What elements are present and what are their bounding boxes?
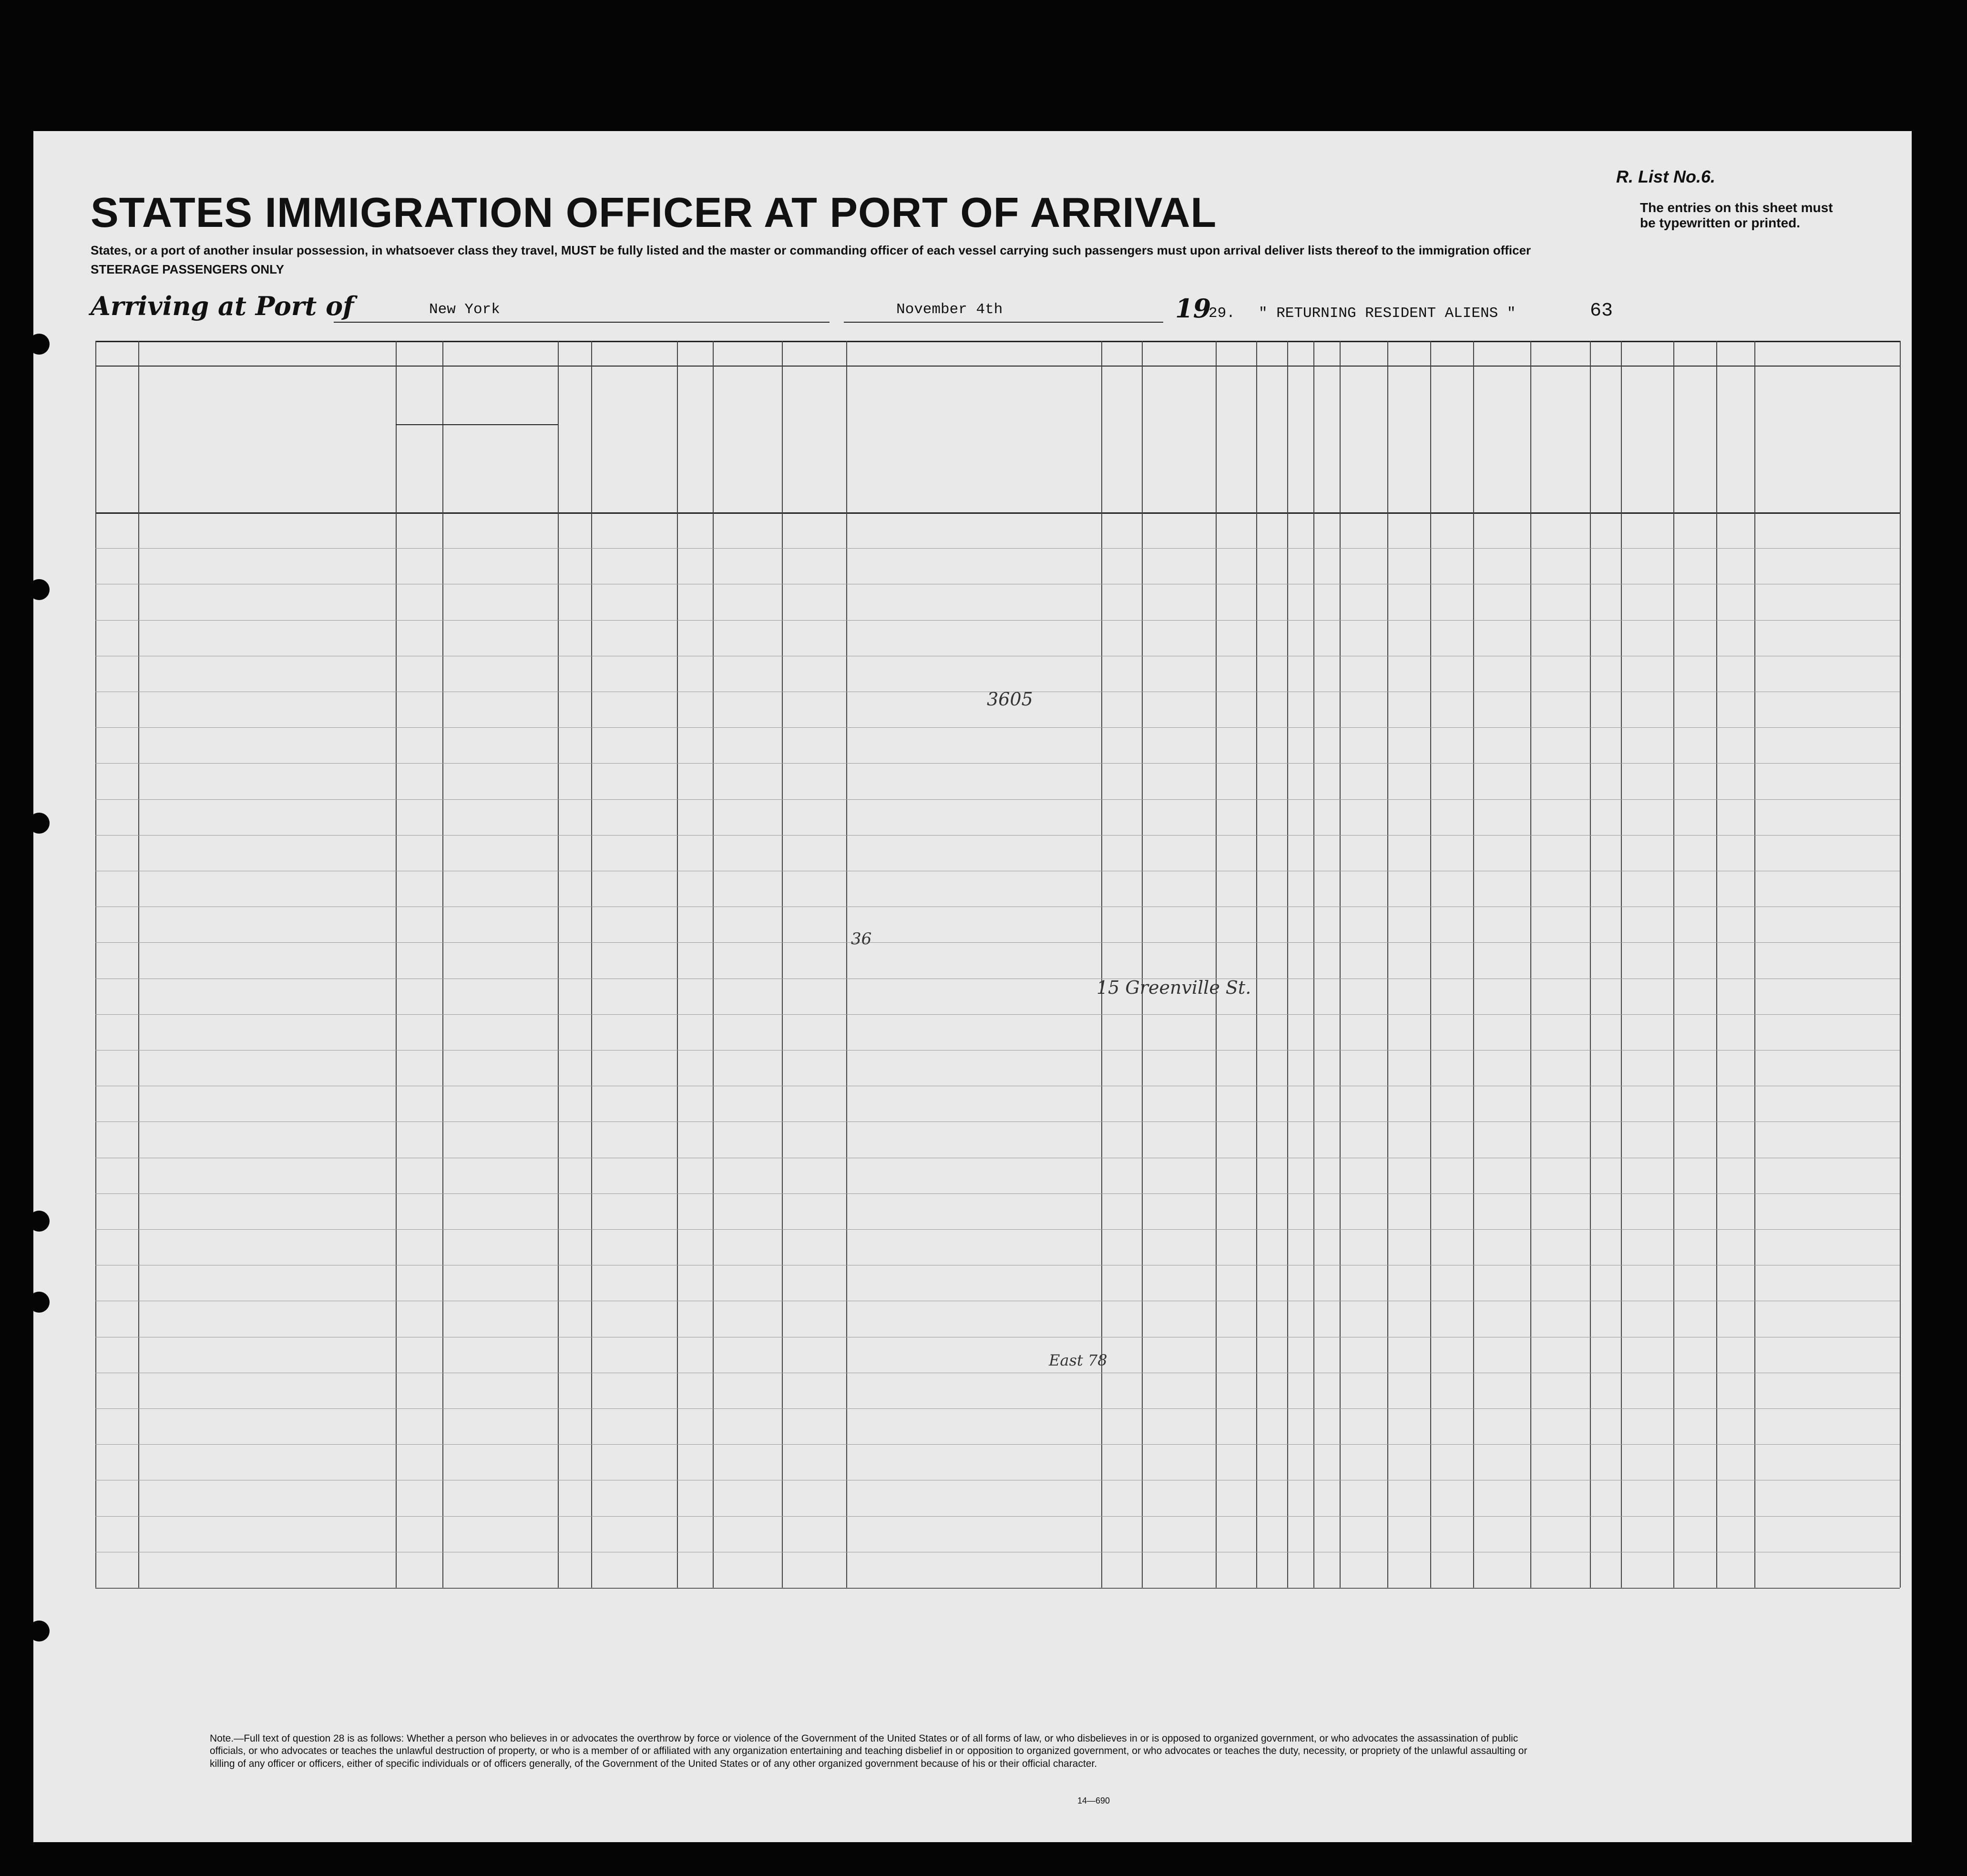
- column-rule: [442, 341, 443, 1588]
- returning-label: " RETURNING RESIDENT ALIENS ": [1259, 305, 1516, 322]
- row-rule: [95, 1444, 1900, 1445]
- typewritten-note: The entries on this sheet must be typewritten or printed.: [1640, 200, 1833, 230]
- column-rule: [95, 341, 96, 1588]
- row-rule: [95, 548, 1900, 549]
- row-rule: [95, 1516, 1900, 1517]
- row-rule: [95, 763, 1900, 764]
- row-rule: [95, 942, 1900, 943]
- column-rule: [782, 341, 783, 1588]
- handwritten-kliesch-address: East 78: [1049, 1351, 1107, 1369]
- date-underline: [844, 322, 1163, 323]
- final-destination-split: [396, 424, 558, 425]
- column-rule: [138, 341, 139, 1588]
- steerage-label: STEERAGE PASSENGERS ONLY: [91, 262, 284, 276]
- form-number: 14—690: [1077, 1796, 1110, 1805]
- punch-hole-5: [29, 1292, 50, 1313]
- column-rule: [591, 341, 592, 1588]
- column-rule: [396, 341, 397, 1588]
- column-rule: [1673, 341, 1674, 1588]
- punch-hole-1: [29, 334, 50, 355]
- column-rule: [1340, 341, 1341, 1588]
- column-rule: [1430, 341, 1431, 1588]
- row-rule: [95, 727, 1900, 728]
- column-rule: [1313, 341, 1314, 1588]
- handwritten-boston-address: 15 Greenville St.: [1096, 977, 1251, 998]
- column-rule: [677, 341, 678, 1588]
- page-title: STATES IMMIGRATION OFFICER AT PORT OF ARRIVAL: [91, 189, 1217, 236]
- column-rule: [558, 341, 559, 1588]
- row-rule: [95, 1193, 1900, 1194]
- column-rule: [1287, 341, 1288, 1588]
- punch-hole-4: [29, 1211, 50, 1232]
- manifest-sheet: [33, 131, 1912, 1842]
- column-number-rule: [95, 366, 1900, 367]
- punch-hole-6: [29, 1621, 50, 1642]
- column-rule: [1387, 341, 1388, 1588]
- table-top-rule: [95, 341, 1900, 342]
- column-rule: [1473, 341, 1474, 1588]
- row-rule: [95, 835, 1900, 836]
- column-rule: [1530, 341, 1531, 1588]
- column-rule: [1142, 341, 1143, 1588]
- column-rule: [846, 341, 847, 1588]
- footnote: Note.—Full text of question 28 is as follows: Whether a person who believes in or advocates the overthrow by force or violence of the Government of the United States or of all forms of law, or who disbelieves in or is opposed to organized government, or who advocates the assassination of public officials, or who advocates or teaches the unlawful destruction of property, or who is a member of or affiliated with any organization entertaining and teaching disbelief in or opposition to organized government, or who advocates or teaches the duty, necessity, or propriety of the unlawful assaulting or killing of any officer or officers, either of specific individuals or of officers generally, of the Government of the United States or of any other organized government because of his or their official character.: [210, 1733, 1527, 1769]
- row-rule: [95, 1408, 1900, 1409]
- date-value: November 4th: [896, 301, 1003, 318]
- header-bottom-rule: [95, 512, 1900, 514]
- handwritten-floral-extra: 36: [851, 929, 872, 948]
- row-rule: [95, 1229, 1900, 1230]
- year-prefix: 19: [1175, 293, 1211, 324]
- port-value: New York: [429, 301, 500, 318]
- handwritten-ditmars-number: 3605: [987, 689, 1033, 710]
- instructions: States, or a port of another insular possession, in whatsoever class they travel, MUST be fully listed and the master or commanding officer of each vessel carrying such passengers must upon arrival deliver lists thereof to the immigration officer: [91, 243, 1531, 257]
- column-rule: [1621, 341, 1622, 1588]
- page-number: 63: [1590, 300, 1613, 322]
- year-suffix: 29.: [1209, 305, 1235, 322]
- port-underline: [334, 322, 830, 323]
- row-rule: [95, 799, 1900, 800]
- column-rule: [1590, 341, 1591, 1588]
- column-rule: [1900, 341, 1901, 1588]
- list-label: R. List No.6.: [1616, 167, 1716, 186]
- column-rule: [1256, 341, 1257, 1588]
- column-rule: [1101, 341, 1102, 1588]
- row-rule: [95, 620, 1900, 621]
- punch-hole-2: [29, 579, 50, 600]
- column-rule: [1216, 341, 1217, 1588]
- row-rule: [95, 1014, 1900, 1015]
- arriving-label: Arriving at Port of: [91, 291, 354, 321]
- punch-hole-3: [29, 813, 50, 834]
- column-rule: [1716, 341, 1717, 1588]
- column-rule: [1754, 341, 1755, 1588]
- column-rule: [713, 341, 714, 1588]
